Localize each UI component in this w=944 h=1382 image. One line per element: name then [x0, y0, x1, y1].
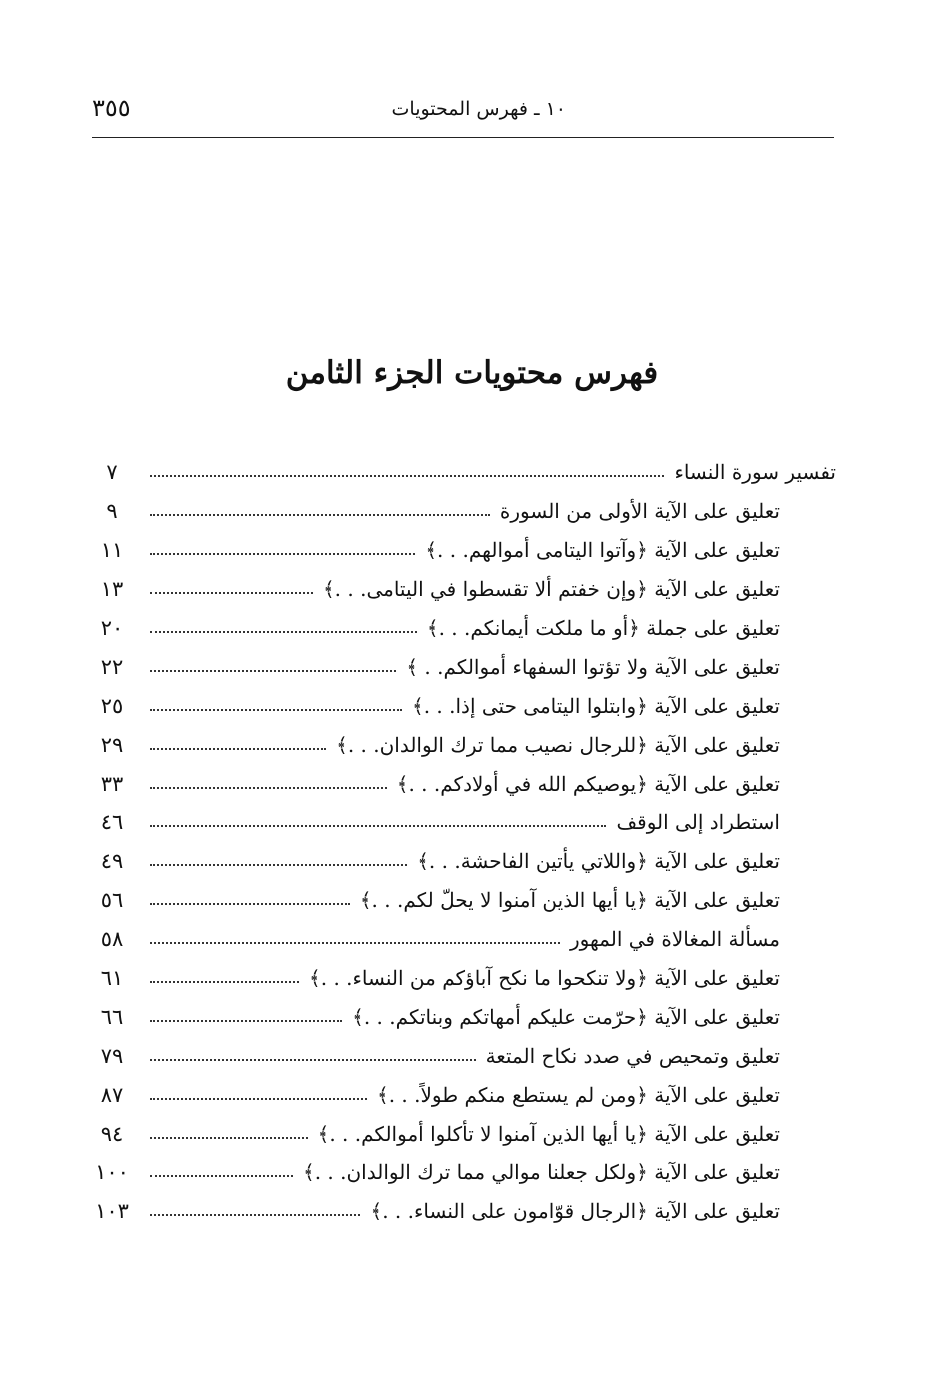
toc-entry	[88, 492, 836, 531]
toc-dot-leader	[150, 864, 407, 866]
toc-dot-leader	[150, 981, 299, 983]
toc-entry-page: ٣٣	[100, 771, 124, 796]
toc-entry	[88, 803, 836, 842]
toc-dot-leader	[150, 1098, 367, 1100]
toc-dot-leader	[150, 942, 560, 944]
toc-entry	[88, 570, 836, 609]
toc-entry	[88, 997, 836, 1036]
toc-entry	[88, 1153, 836, 1192]
toc-entry-label: تعليق على الآية ﴿ولا تنكحوا ما نكح آباؤكم من النساء. . .﴾	[309, 966, 780, 991]
toc-entry-page: ٤٦	[100, 810, 124, 835]
toc-entry	[88, 531, 836, 570]
toc-dot-leader	[150, 1214, 360, 1216]
toc-entry-page: ١٣	[100, 577, 124, 602]
toc-entry-label: تعليق على الآية ﴿وابتلوا اليتامى حتى إذا. . .﴾	[411, 693, 780, 718]
toc-entry-section	[88, 453, 836, 492]
toc-entry-label: تعليق على الآية ﴿يوصيكم الله في أولادكم. . .﴾	[396, 771, 780, 796]
toc-entry-label: تعليق على الآية ولا تؤتوا السفهاء أموالكم. . ﴾	[406, 654, 780, 679]
toc-entry	[88, 609, 836, 648]
toc-dot-leader	[150, 787, 387, 789]
toc-entry	[88, 647, 836, 686]
toc-entry	[88, 881, 836, 920]
toc-entry-label: تعليق على الآية ﴿حرّمت عليكم أمهاتكم وبناتكم. . .﴾	[352, 1004, 780, 1029]
toc-dot-leader	[150, 553, 415, 555]
toc-entry-page: ١٠٠	[95, 1160, 129, 1185]
toc-entry	[88, 1075, 836, 1114]
toc-dot-leader	[150, 825, 606, 827]
toc-entry-page: ٦١	[100, 966, 124, 991]
toc-entry	[88, 959, 836, 998]
toc-entry-page: ٥٦	[100, 888, 124, 913]
toc-dot-leader	[150, 903, 350, 905]
toc-entry-page: ٨٧	[100, 1082, 124, 1107]
toc-entry-page: ٤٩	[100, 849, 124, 874]
toc-entry-label: تعليق على الآية ﴿ومن لم يستطع منكم طولاً. . .﴾	[376, 1082, 780, 1107]
running-header	[92, 92, 834, 128]
toc-entry-label: تعليق على الآية ﴿يا أيها الذين آمنوا لا تأكلوا أموالكم. . .﴾	[317, 1121, 780, 1146]
toc-entry-page: ٢٥	[100, 693, 124, 718]
table-of-contents	[88, 453, 836, 1231]
toc-dot-leader	[150, 670, 396, 672]
toc-entry	[88, 764, 836, 803]
toc-dot-leader	[150, 514, 490, 516]
toc-entry	[88, 920, 836, 959]
toc-dot-leader	[150, 475, 664, 477]
toc-entry-page: ٢٢	[100, 654, 124, 679]
toc-entry-label: تعليق وتمحيص في صدد نكاح المتعة	[485, 1043, 780, 1068]
toc-entry-page: ١١	[100, 538, 124, 563]
toc-entry-page: ٧	[106, 460, 118, 485]
toc-entry-page: ٦٦	[100, 1004, 124, 1029]
toc-dot-leader	[150, 631, 417, 633]
toc-entry-label: تعليق على جملة ﴿أو ما ملكت أيمانكم. . .﴾	[426, 616, 780, 640]
toc-entry	[88, 686, 836, 725]
page-title: فهرس محتويات الجزء الثامن	[285, 355, 659, 391]
toc-dot-leader	[150, 709, 402, 711]
toc-entry	[88, 1114, 836, 1153]
toc-entry-page: ٥٨	[100, 927, 124, 952]
toc-dot-leader	[150, 1059, 476, 1061]
header-divider	[92, 137, 834, 138]
toc-entry-page: ٩٤	[100, 1121, 124, 1146]
toc-entry-label: تعليق على الآية ﴿يا أيها الذين آمنوا لا يحلّ لكم. . .﴾	[359, 888, 780, 913]
toc-dot-leader	[150, 592, 313, 594]
toc-entry-label: تعليق على الآية ﴿الرجال قوّامون على النساء. . .﴾	[370, 1199, 780, 1224]
toc-entry-page: ٢٩	[100, 732, 124, 757]
toc-dot-leader	[150, 1020, 342, 1022]
toc-entry-label: تعليق على الآية ﴿واللاتي يأتين الفاحشة. . .﴾	[417, 849, 780, 874]
toc-entry-page: ٧٩	[100, 1043, 124, 1068]
header-chapter-title: ١٠ ـ فهرس المحتويات	[391, 98, 566, 120]
toc-entry-page: ٩	[106, 499, 118, 524]
toc-entry-label: تعليق على الآية ﴿للرجال نصيب مما ترك الوالدان. . .﴾	[336, 732, 780, 757]
toc-entry	[88, 1036, 836, 1075]
toc-dot-leader	[150, 748, 326, 750]
toc-entry-label: استطراد إلى الوقف	[616, 810, 780, 835]
toc-entry-label: تعليق على الآية ﴿وإن خفتم ألا تقسطوا في اليتامى. . .﴾	[322, 577, 780, 602]
header-page-number: ٣٥٥	[92, 94, 131, 122]
toc-entry-label: تفسير سورة النساء	[674, 460, 836, 485]
toc-entry	[88, 842, 836, 881]
toc-entry-page: ١٠٣	[95, 1199, 129, 1224]
toc-dot-leader	[150, 1137, 308, 1139]
toc-entry-label: تعليق على الآية الأولى من السورة	[499, 499, 780, 524]
toc-entry	[88, 725, 836, 764]
toc-dot-leader	[150, 1175, 293, 1177]
toc-entry-label: مسألة المغالاة في المهور	[569, 927, 780, 952]
toc-entry-label: تعليق على الآية ﴿ولكل جعلنا موالي مما ترك الوالدان. . .﴾	[302, 1160, 780, 1185]
toc-entry-label: تعليق على الآية ﴿وآتوا اليتامى أموالهم. . .﴾	[425, 538, 780, 563]
toc-entry-page: ٢٠	[100, 616, 124, 640]
toc-entry	[88, 1192, 836, 1231]
